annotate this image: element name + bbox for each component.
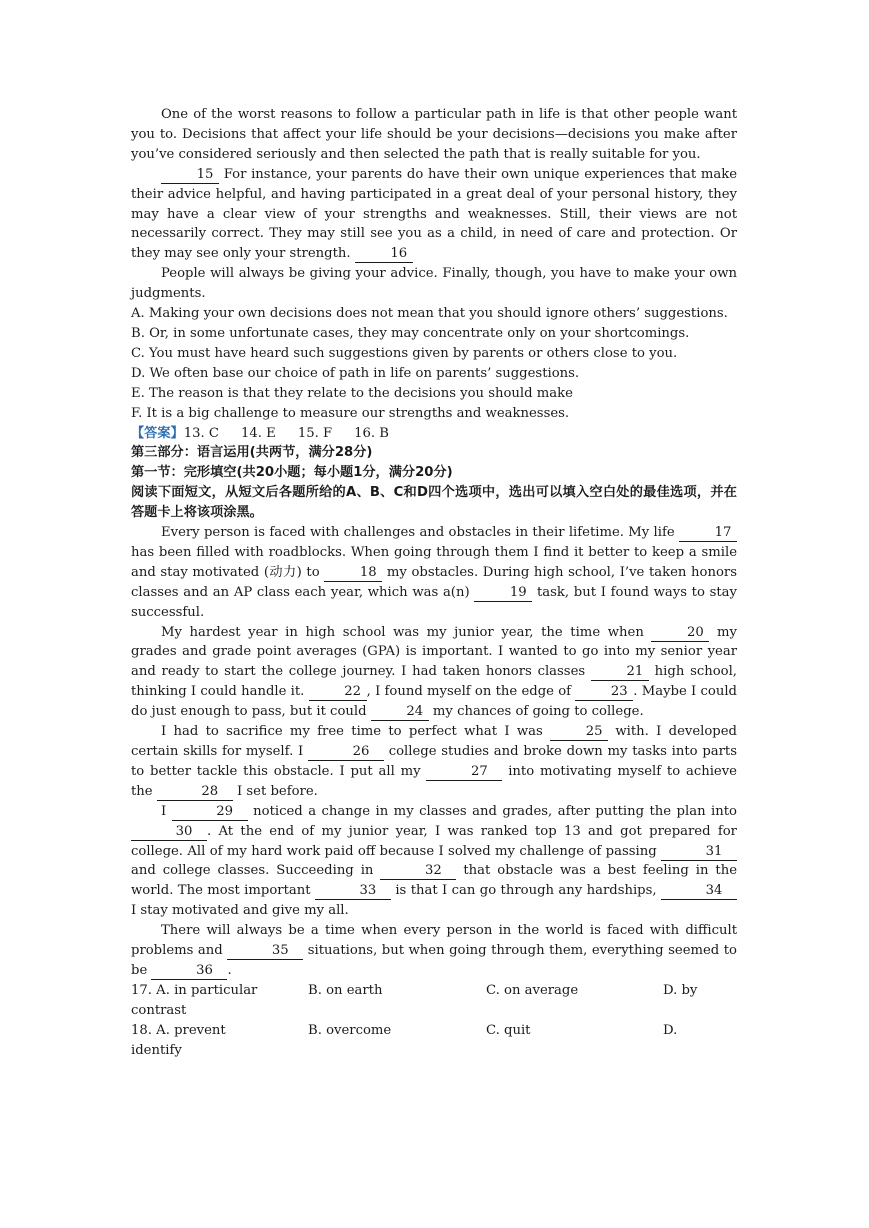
section-heading: 第三部分：语言运用(共两节，满分28分) bbox=[131, 445, 373, 461]
blank: 33 bbox=[315, 883, 391, 900]
question-18 bbox=[131, 1021, 737, 1061]
option-line: A. Making your own decisions does not mean that you should ignore others’ suggestions. bbox=[131, 306, 728, 322]
answer-label: 【答案】 bbox=[131, 425, 184, 441]
option-line: C. You must have heard such suggestions given by parents or others close to you. bbox=[131, 345, 678, 361]
option-d: D. bbox=[663, 1022, 678, 1038]
option-line: F. It is a big challenge to measure our strengths and weaknesses. bbox=[131, 405, 570, 421]
blank: 21 bbox=[591, 664, 649, 681]
blank: 19 bbox=[474, 585, 532, 602]
document-page bbox=[131, 105, 737, 1061]
option-d-wrap: contrast bbox=[131, 1002, 187, 1018]
blank: 32 bbox=[380, 863, 456, 880]
passage-paragraph: One of the worst reasons to follow a particular path in life is that other people want you to. Decisions that affect your life should be your decisions—decisions you make after you’ve considered seriously and then selected the path that is really suitable for you. bbox=[131, 107, 737, 162]
question-17 bbox=[131, 981, 737, 1021]
answer-item: 14. E bbox=[241, 425, 276, 441]
blank: 28 bbox=[157, 784, 233, 801]
blank: 18 bbox=[324, 565, 382, 582]
option-d: D. by bbox=[663, 982, 698, 998]
section-subheading: 第一节：完形填空(共20小题；每小题1分，满分20分) bbox=[131, 465, 453, 481]
blank: 31 bbox=[661, 844, 737, 861]
option-c: C. on average bbox=[486, 982, 579, 998]
blank: 30 bbox=[131, 824, 207, 841]
option-d-wrap: identify bbox=[131, 1042, 182, 1058]
option-line: E. The reason is that they relate to the decisions you should make bbox=[131, 385, 573, 401]
blank: 34 bbox=[661, 883, 737, 900]
blank: 26 bbox=[308, 744, 384, 761]
passage-text: For instance, your parents do have their own unique experiences that make their advice helpful, and having participated in a great deal of your personal history, they may have a clear view of your strengths and weaknesses. Still, their views are not necessarily correct. They may still see you as a child, in need of care and protection. Or they may see only your strength. bbox=[131, 166, 737, 262]
blank: 15 bbox=[161, 167, 219, 184]
cloze-paragraph: There will always be a time when every person in the world is faced with difficult problems and 35 situations, but when going through them, everything seemed to be 36 . bbox=[131, 923, 737, 978]
blank: 23 bbox=[575, 684, 633, 701]
cloze-paragraph: My hardest year in high school was my junior year, the time when 20 my grades and grade point averages (GPA) is important. I wanted to go into my senior year and ready to start the college journey. I had taken honors classes 21 high school, thinking I could handle it. 22 , I found myself on the edge of 23 . Maybe I could do just enough to pass, but it could 24 my chances of going to college. bbox=[131, 624, 738, 720]
blank: 36 bbox=[151, 963, 227, 980]
blank: 29 bbox=[172, 804, 248, 821]
option-line: B. Or, in some unfortunate cases, they may concentrate only on your shortcomings. bbox=[131, 325, 690, 341]
blank: 24 bbox=[371, 704, 429, 721]
blank: 16 bbox=[355, 246, 413, 263]
passage-paragraph bbox=[131, 165, 737, 265]
option-b: B. on earth bbox=[308, 982, 383, 998]
cloze-paragraph: I 29 noticed a change in my classes and grades, after putting the plan into 30 . At the end of my junior year, I was ranked top 13 and got prepared for college. All of my hard work paid off because I solved my challenge of passing 31 and college classes. Succeeding in 32 that obstacle was a best feeling in the world. The most important 33 is that I can go through any hardships, 34 I stay motivated and give my all. bbox=[131, 803, 737, 919]
cloze-paragraph: Every person is faced with challenges and obstacles in their lifetime. My life 17 has been filled with roadblocks. When going through them I find it better to keep a smile and stay motivated (动力) to 18 my obstacles. During high school, I’ve taken honors classes and an AP class each year, which was a(n) 19 task, but I found ways to stay successful. bbox=[131, 525, 737, 620]
blank: 22 bbox=[309, 684, 367, 701]
answer-item: 16. B bbox=[354, 425, 389, 441]
blank: 20 bbox=[651, 625, 709, 642]
option-a: 17. A. in particular bbox=[131, 982, 258, 998]
option-c: C. quit bbox=[486, 1022, 531, 1038]
option-line: D. We often base our choice of path in life on parents’ suggestions. bbox=[131, 365, 580, 381]
blank: 17 bbox=[679, 525, 737, 542]
answer-item: 13. C bbox=[183, 425, 220, 441]
option-a: 18. A. prevent bbox=[131, 1022, 226, 1038]
answer-line bbox=[131, 424, 737, 444]
blank: 27 bbox=[426, 764, 502, 781]
blank: 35 bbox=[227, 943, 303, 960]
cloze-paragraph: I had to sacrifice my free time to perfect what I was 25 with. I developed certain skills for myself. I 26 college studies and broke down my tasks into parts to better tackle this obstacle. I put all my 27 into motivating myself to achieve the 28 I set before. bbox=[131, 724, 738, 799]
option-b: B. overcome bbox=[308, 1022, 392, 1038]
blank: 25 bbox=[550, 724, 608, 741]
section-instruction: 阅读下面短文，从短文后各题所给的A、B、C和D四个选项中，选出可以填入空白处的最佳选项，并在答题卡上将该项涂黑。 bbox=[131, 485, 737, 521]
passage-paragraph: People will always be giving your advice. Finally, though, you have to make your own judgments. bbox=[131, 266, 737, 302]
answer-item: 15. F bbox=[297, 425, 333, 441]
